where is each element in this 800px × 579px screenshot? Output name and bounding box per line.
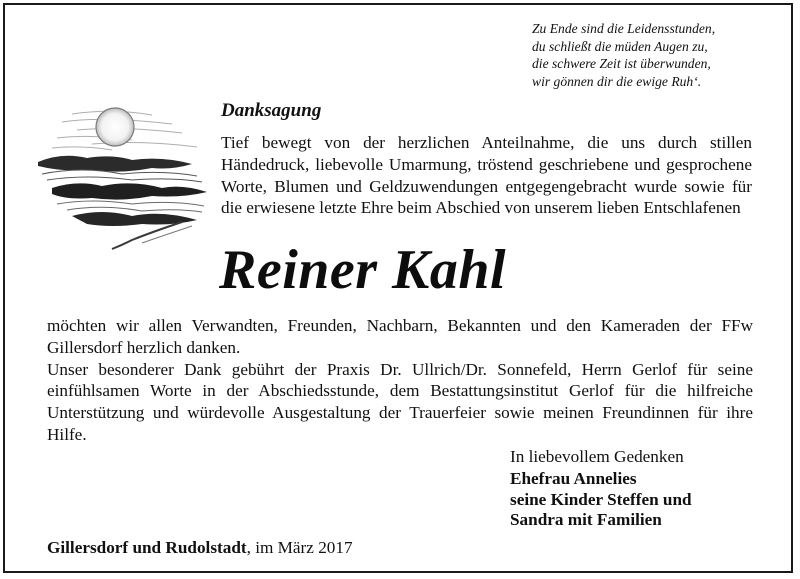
signer-line: Ehefrau Annelies xyxy=(510,469,637,488)
signer-line: seine Kinder Steffen und xyxy=(510,489,692,509)
date: , im März 2017 xyxy=(246,538,353,557)
deceased-name: Reiner Kahl xyxy=(219,239,507,301)
poem-line: wir gönnen dir die ewige Ruh‘. xyxy=(532,73,702,89)
thanks-body xyxy=(47,315,753,446)
place: Gillersdorf und Rudolstadt xyxy=(47,538,247,557)
poem-line: Zu Ende sind die Leidensstunden, xyxy=(532,21,716,36)
signer-line: Sandra mit Familien xyxy=(510,510,662,529)
intro-paragraph: Tief bewegt von der herzlichen Anteilnahme, die uns durch stillen Händedruck, liebevolle Umarmung, tröstend geschriebene und gesprochene Worte, Blumen und Geldzuwendungen entgegengebracht wurde sowie für die erwiesene letzte Ehre beim Abschied von unserem lieben Entschlafenen xyxy=(221,133,752,218)
place-date xyxy=(47,538,353,558)
sunset-landscape-icon xyxy=(32,100,212,250)
thanks-paragraph: möchten wir allen Verwandten, Freunden, Nachbarn, Bekannten und den Kameraden der FFw Gillersdorf herzlich danken. xyxy=(47,316,753,357)
remembrance-line: In liebevollem Gedenken xyxy=(510,447,684,466)
poem xyxy=(532,20,772,90)
thanks-paragraph: Unser besonderer Dank gebührt der Praxis Dr. Ullrich/Dr. Sonnefeld, Herrn Gerlof für seine einfühlsamen Worte in der Abschiedsstunde, dem Bestattungsinstitut Gerlof für die hilfreiche Unterstützung und würdevolle Ausgestaltung der Trauerfeier sowie meinen Freundinnen für ihre Hilfe. xyxy=(47,359,753,444)
heading-danksagung: Danksagung xyxy=(221,100,322,121)
poem-line: du schließt die müden Augen zu, xyxy=(532,38,708,54)
signers xyxy=(510,469,692,531)
poem-line: die schwere Zeit ist überwunden, xyxy=(532,56,711,71)
